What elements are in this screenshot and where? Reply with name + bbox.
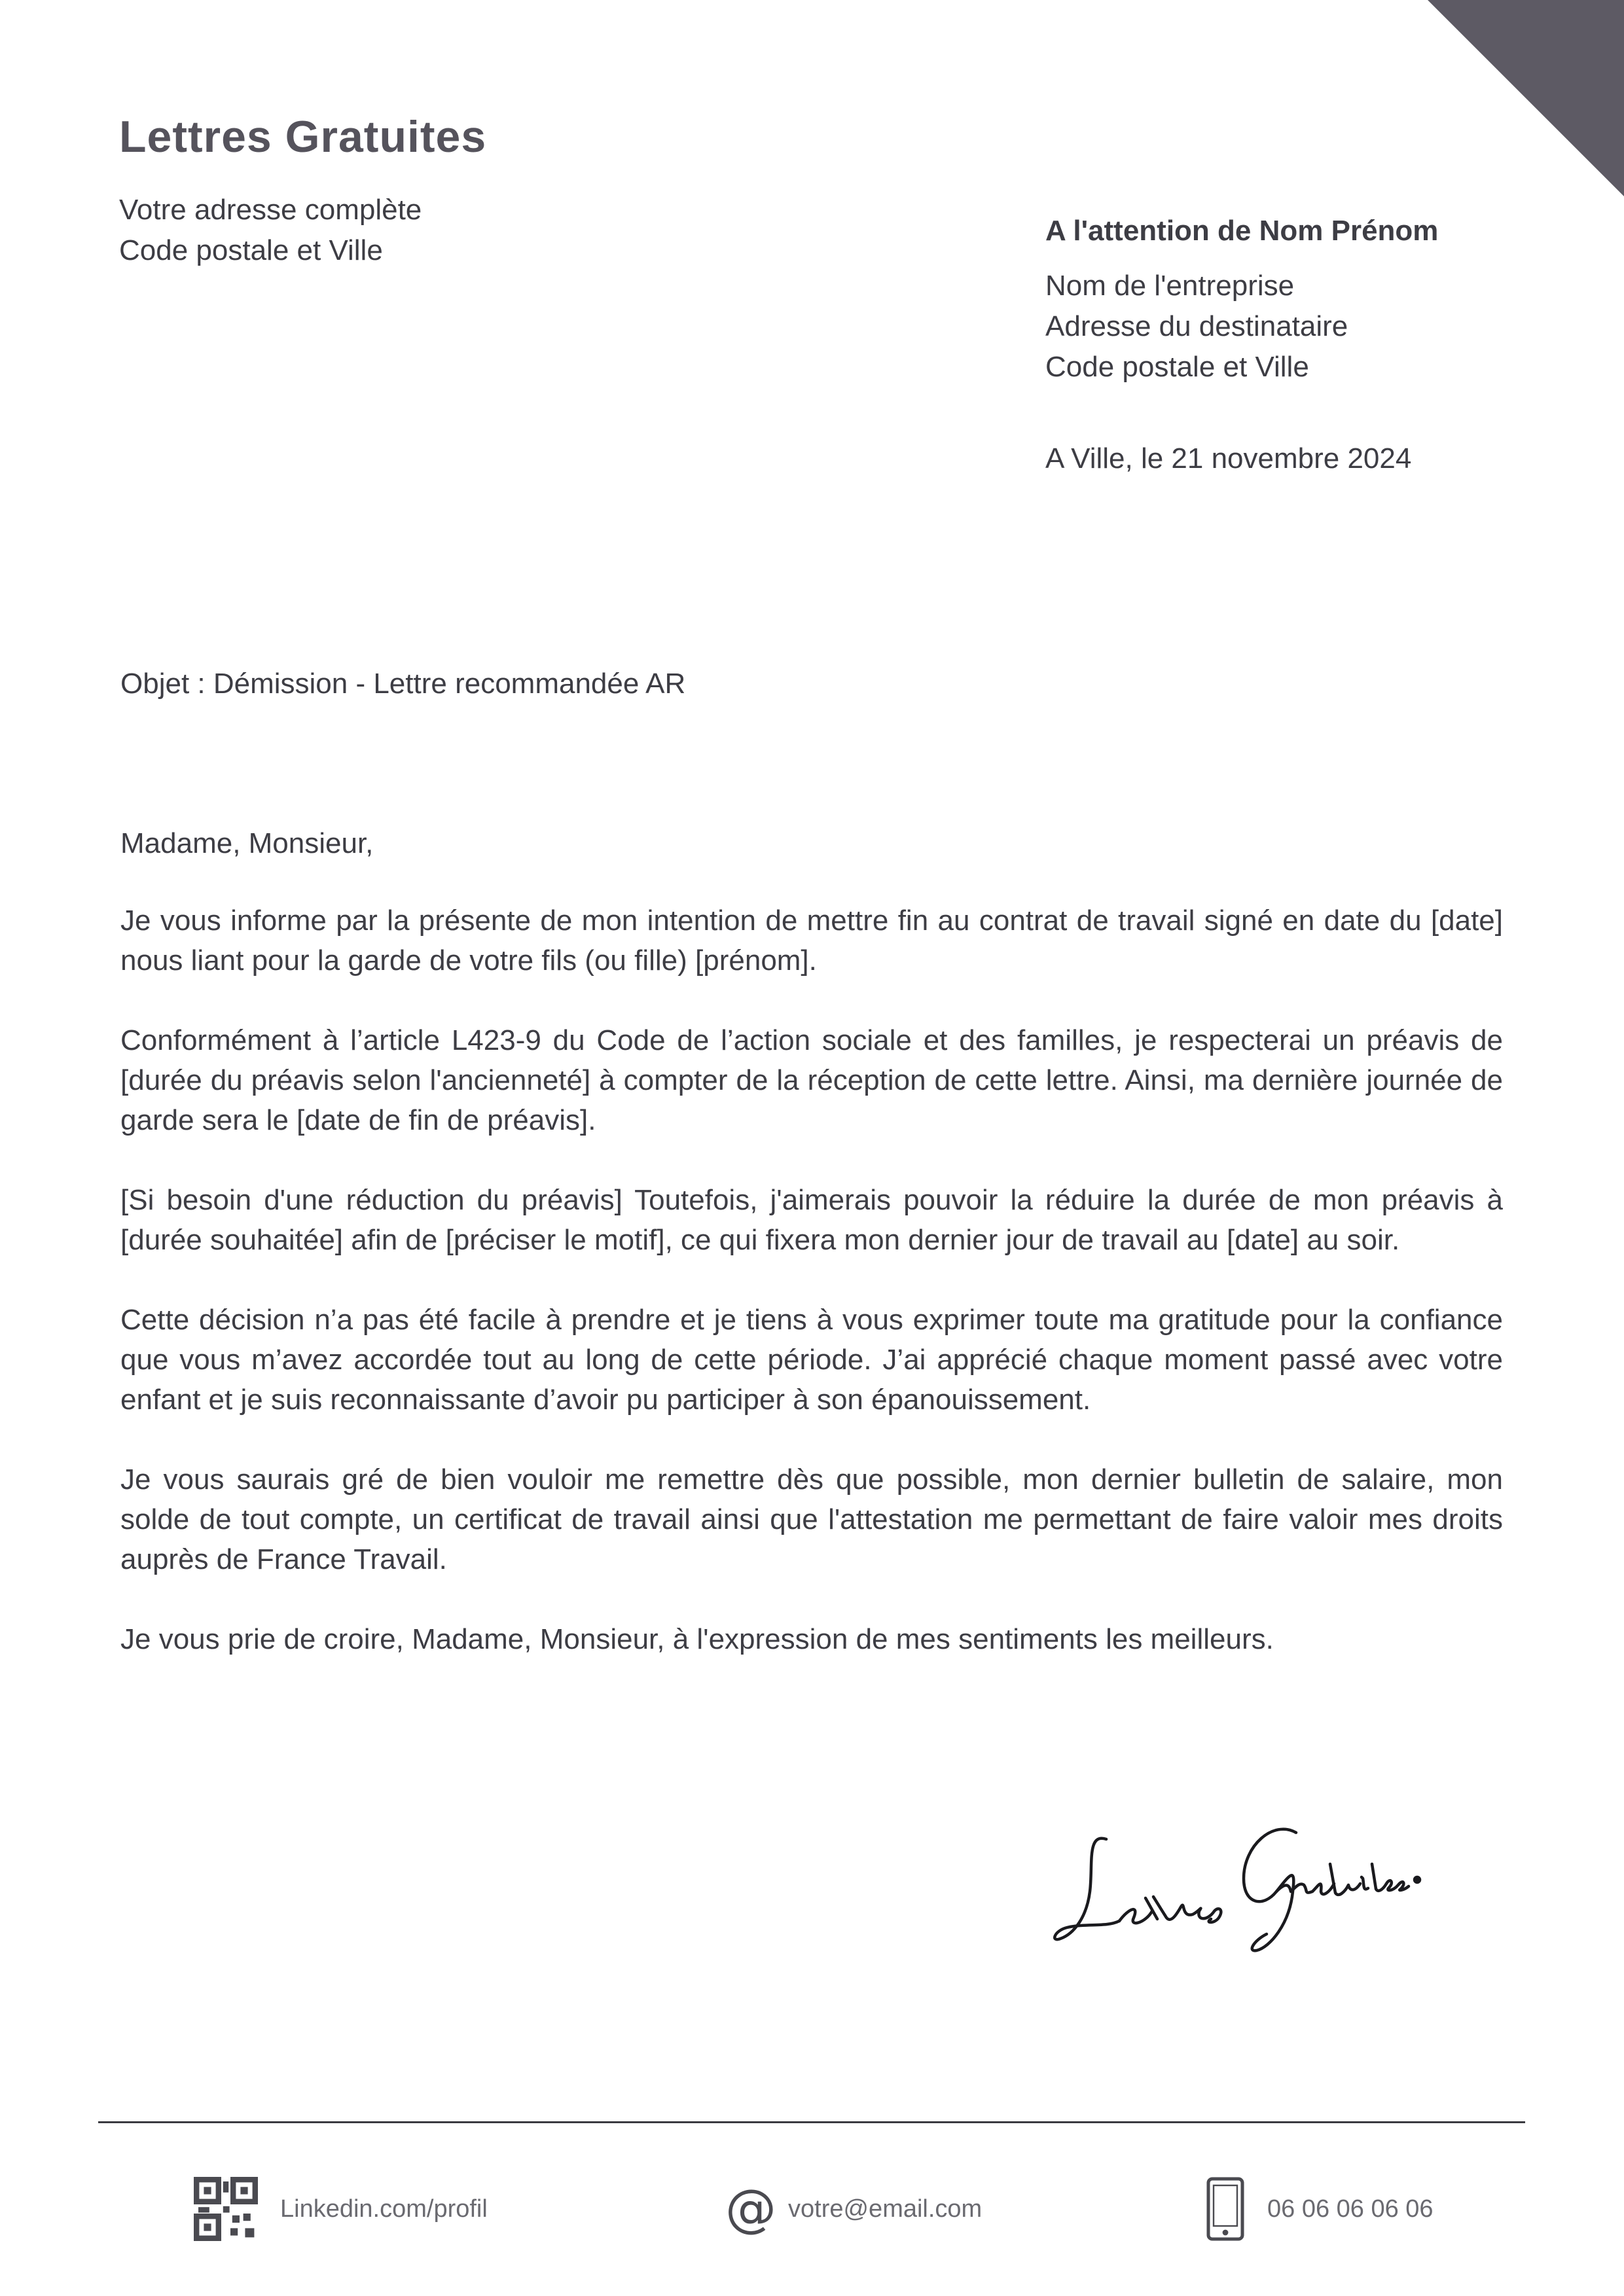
qr-code-icon (194, 2177, 258, 2241)
signature-image (1047, 1793, 1434, 1964)
at-sign-icon: @ (725, 2179, 776, 2238)
closing-formula: Je vous prie de croire, Madame, Monsieur, à l'expression de mes sentiments les meilleurs. (120, 1623, 1274, 1655)
footer-phone (1206, 2176, 1434, 2242)
brand-title: Lettres Gratuites (119, 112, 487, 162)
letter-date: A Ville, le 21 novembre 2024 (1045, 442, 1412, 475)
recipient-attention: A l'attention de Nom Prénom (1045, 215, 1439, 247)
paragraph-gratitude: Cette décision n’a pas été facile à prendre et je tiens à vous exprimer toute ma gratitude pour la confiance que vous m’avez accordée tout au long de cette période. J’ai apprécié chaque moment passé avec votre enfant et je suis reconnaissante d’avoir pu participer à son épanouissement. (120, 1304, 1503, 1416)
email-text[interactable]: votre@email.com (788, 2195, 983, 2223)
sender-address (119, 190, 422, 271)
phone-icon (1206, 2176, 1245, 2242)
paragraph-documents: Je vous saurais gré de bien vouloir me remettre dès que possible, mon dernier bulletin de salaire, mon solde de tout compte, un certificat de travail ainsi que l'attestation me permettant de faire valoir mes droits auprès de France Travail. (120, 1463, 1503, 1575)
recipient-city: Code postale et Ville (1045, 351, 1309, 383)
paragraph-reduction: [Si besoin d'une réduction du préavis] Toutefois, j'aimerais pouvoir la réduire la durée de mon préavis à [durée souhaitée] afin de [préciser le motif], ce qui fixera mon dernier jour de travail au [date] au soir. (120, 1184, 1503, 1256)
recipient-company: Nom de l'entreprise (1045, 270, 1295, 302)
corner-decoration (1428, 0, 1624, 196)
recipient-block (1045, 211, 1438, 387)
footer-linkedin (194, 2176, 488, 2242)
footer-email (725, 2176, 982, 2242)
letter-subject: Objet : Démission - Lettre recommandée AR (120, 668, 686, 700)
sender-address-line: Votre adresse complète (119, 194, 422, 226)
recipient-address: Adresse du destinataire (1045, 310, 1348, 342)
footer-divider (98, 2121, 1525, 2123)
linkedin-text[interactable]: Linkedin.com/profil (280, 2195, 488, 2223)
sender-city-line: Code postale et Ville (119, 234, 383, 266)
salutation: Madame, Monsieur, (120, 827, 374, 859)
phone-text[interactable]: 06 06 06 06 06 (1267, 2195, 1434, 2223)
paragraph-intention: Je vous informe par la présente de mon intention de mettre fin au contrat de travail signé en date du [date] nous liant pour la garde de votre fils (ou fille) [prénom]. (120, 905, 1503, 977)
paragraph-notice: Conformément à l’article L423-9 du Code de l’action sociale et des familles, je respecterai un préavis de [durée du préavis selon l'ancienneté] à compter de la réception de cette lettre. Ainsi, ma dernière journée de garde sera le [date de fin de préavis]. (120, 1024, 1503, 1136)
letter-body (120, 823, 1503, 1699)
